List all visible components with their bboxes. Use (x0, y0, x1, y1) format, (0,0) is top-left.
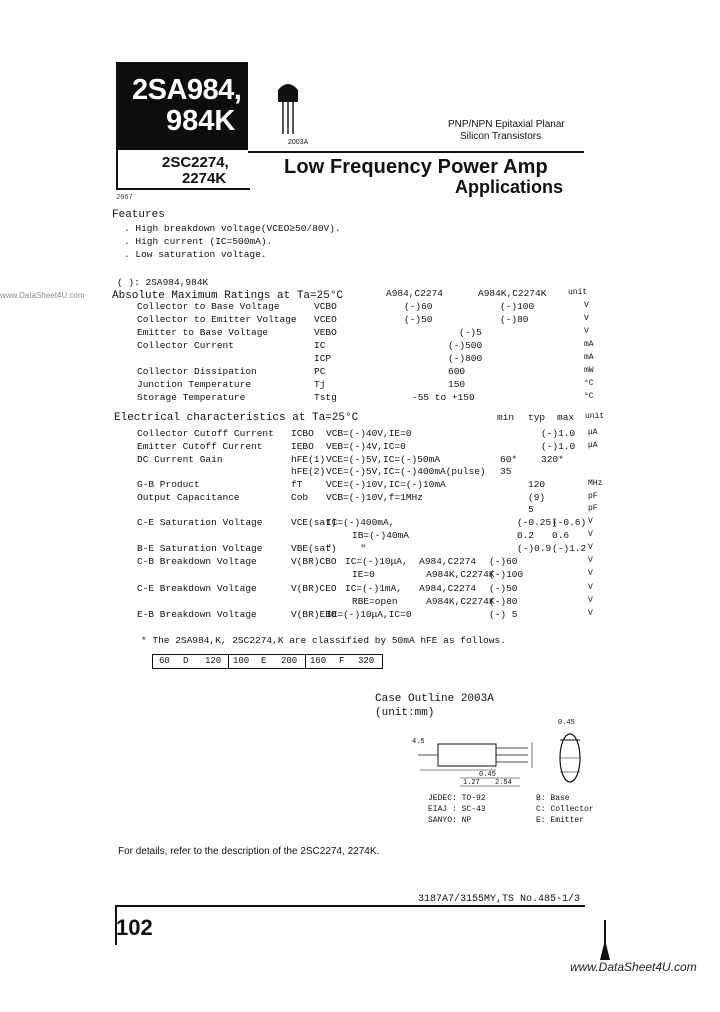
elec-row-typ: 120 (528, 479, 546, 490)
abs-col-b: A984K,C2274K (478, 288, 547, 299)
feature-item: . High current (IC=500mA). (124, 236, 273, 247)
elec-row-condition: VCE=(-)10V,IC=(-)10mA (326, 479, 446, 490)
abs-row-unit: mW (584, 366, 594, 375)
elec-row-symbol: V(BR)CEO (291, 583, 337, 594)
rank-cell-f (306, 655, 381, 668)
part-number-line1: 2SA984, (132, 74, 242, 106)
eiaj-line: EIAJ : SC-43 (428, 805, 486, 814)
pin-base: B: Base (536, 794, 570, 803)
elec-row-condition: IE=0 A984K,C2274K (352, 569, 495, 580)
elec-row-name: Output Capacitance (137, 492, 240, 503)
part-number-line2: 984K (166, 105, 236, 137)
elec-row-condition: VCE=(-)5V,IC=(-)400mA(pulse) (326, 466, 486, 477)
elec-row-name: B-E Saturation Voltage (137, 543, 263, 554)
complement-part-line1: 2SC2274, (162, 154, 229, 171)
footer-rule (115, 905, 585, 907)
rank-value: 100 (233, 656, 250, 666)
elec-row-condition: IB=(-)40mA (352, 530, 410, 541)
abs-row-name: Storage Temperature (137, 392, 246, 403)
feature-item: . High breakdown voltage(VCEO≥50/80V). (124, 223, 341, 234)
dim-label: 4.5 (412, 738, 425, 746)
elec-row-condition: RBE=open A984K,C2274K (352, 596, 495, 607)
elec-row-typ: (-)0.9 (517, 543, 552, 554)
outline-unit: (unit:mm) (375, 707, 435, 719)
elec-row-condition: IC=(-)1mA, A984,C2274 (345, 583, 477, 594)
elec-row-unit: V (588, 517, 593, 526)
abs-row-name: Collector to Emitter Voltage (137, 314, 297, 325)
elec-row-condition: VCB=(-)40V,IE=0 (326, 428, 412, 439)
abs-row-symbol: VCBO (314, 301, 337, 312)
elec-row-symbol: VCE(sat) (291, 517, 337, 528)
abs-max-heading: Absolute Maximum Ratings at Ta=25°C (112, 290, 344, 302)
elec-row-name: C-B Breakdown Voltage (137, 556, 257, 567)
complement-part-line2: 2274K (182, 170, 227, 187)
elec-row-max: (-)1.2 (552, 543, 587, 554)
elec-row-name: C-E Breakdown Voltage (137, 583, 257, 594)
rank-letter: E (261, 656, 267, 666)
classification-note: * The 2SA984,K, 2SC2274,K are classified by 50mA hFE as follows. (141, 635, 506, 646)
elec-row-min: 35 (500, 466, 512, 477)
elec-row-unit: V (588, 569, 593, 578)
elec-row-symbol: V(BR)CBO (291, 556, 337, 567)
elec-row-unit: V (588, 609, 593, 618)
rank-value: 120 (205, 656, 222, 666)
elec-row-min: (-)100 (489, 569, 524, 580)
elec-row-unit: pF (588, 492, 598, 501)
elec-heading: Electrical characteristics at Ta=25°C (114, 412, 359, 424)
dim-label: 0.45 (558, 719, 575, 727)
abs-row-unit: mA (584, 340, 594, 349)
elec-row-unit: MHz (588, 479, 603, 488)
jedec-line: JEDEC: TO-92 (428, 794, 486, 803)
abs-row-value-a: (-)50 (404, 314, 433, 325)
elec-row-max: (-)1.0 (541, 428, 576, 439)
elec-row-max: (-0.6) (552, 517, 587, 528)
small-mark: 2067 (116, 194, 133, 202)
abs-row-symbol: ICP (314, 353, 332, 364)
elec-row-unit: μA (588, 428, 598, 437)
elec-row-unit: V (588, 530, 593, 539)
abs-row-unit: V (584, 327, 589, 336)
elec-row-name: C-E Saturation Voltage (137, 517, 263, 528)
rank-value: 200 (281, 656, 298, 666)
elec-row-condition: " " (326, 543, 366, 554)
watermark-bottom: www.DataSheet4U.com (570, 960, 697, 974)
document-number: 3187A7/3155MY,TS No.485-1/3 (418, 894, 581, 905)
abs-col-unit: unit (568, 288, 588, 297)
elec-row-max: 0.6 (552, 530, 570, 541)
hfe-rank-table (152, 654, 383, 669)
elec-row-symbol: Cob (291, 492, 309, 503)
dim-label: 2.54 (495, 779, 512, 787)
elec-row-min: (-)80 (489, 596, 518, 607)
elec-row-name: DC Current Gain (137, 454, 223, 465)
elec-row-typ: (-0.25) (517, 517, 557, 528)
abs-row-value-a: 600 (448, 366, 466, 377)
abs-row-symbol: VCEO (314, 314, 337, 325)
abs-row-symbol: IC (314, 340, 326, 351)
pin-collector: C: Collector (536, 805, 594, 814)
abs-row-value-b: (-)80 (500, 314, 529, 325)
elec-row-max: 320* (541, 454, 564, 465)
package-tag: 2003A (288, 139, 309, 146)
elec-row-symbol: IEBO (291, 441, 314, 452)
elec-row-name: E-B Breakdown Voltage (137, 609, 257, 620)
elec-row-symbol: fT (291, 479, 303, 490)
type-line2: Silicon Transistors (460, 131, 542, 142)
abs-row-value-a: (-)800 (448, 353, 483, 364)
rank-cell-d (153, 655, 229, 668)
abs-row-value-a: (-)500 (448, 340, 483, 351)
elec-row-min: 60* (500, 454, 518, 465)
elec-row-condition: VCB=(-)10V,f=1MHz (326, 492, 423, 503)
abs-row-value-a: (-)5 (459, 327, 482, 338)
elec-row-name: Collector Cutoff Current (137, 428, 274, 439)
elec-row-min: (-)50 (489, 583, 518, 594)
abs-row-value-b: (-)100 (500, 301, 535, 312)
elec-row-symbol: ICBO (291, 428, 314, 439)
title-line1: Low Frequency Power Amp (284, 156, 548, 178)
abs-row-symbol: VEBO (314, 327, 337, 338)
rank-letter: D (183, 656, 189, 666)
elec-row-condition: VEB=(-)4V,IC=0 (326, 441, 406, 452)
elec-row-unit: V (588, 596, 593, 605)
abs-col-a: A984,C2274 (386, 288, 444, 299)
abs-row-value-a: 150 (448, 379, 466, 390)
elec-row-condition: IC=(-)400mA, (326, 517, 395, 528)
edge-mark (600, 940, 610, 960)
abs-row-name: Collector Current (137, 340, 234, 351)
elec-row-symbol: VBE(sat) (291, 543, 337, 554)
dim-label: 1.27 (463, 779, 480, 787)
elec-row-min: (-)60 (489, 556, 518, 567)
abs-row-name: Emitter to Base Voltage (137, 327, 269, 338)
elec-row-unit: μA (588, 441, 598, 450)
outline-title: Case Outline 2003A (375, 693, 494, 705)
pin-emitter: E: Emitter (536, 816, 585, 825)
elec-row-unit: V (588, 583, 593, 592)
abs-row-unit: V (584, 301, 589, 310)
elec-row-condition: IC=(-)10μA, A984,C2274 (345, 556, 477, 567)
abs-row-unit: °C (584, 392, 594, 401)
rank-letter: F (339, 656, 345, 666)
watermark-left: www.DataSheet4U.com (0, 291, 85, 300)
abs-row-value-a: -55 to +150 (412, 392, 475, 403)
elec-row-unit: V (588, 556, 593, 565)
rank-cell-e (229, 655, 306, 668)
features-heading: Features (112, 209, 165, 221)
paren-note: ( ): 2SA984,984K (117, 277, 209, 288)
elec-row-unit: V (588, 543, 593, 552)
elec-row-name: G-B Product (137, 479, 200, 490)
page-number: 102 (116, 915, 153, 940)
elec-row-unit: pF (588, 504, 598, 513)
feature-item: . Low saturation voltage. (124, 249, 267, 260)
part-number-box (116, 62, 248, 150)
elec-row-symbol: hFE(2) (291, 466, 326, 477)
elec-row-condition: IE=(-)10μA,IC=0 (326, 609, 412, 620)
abs-row-symbol: Tstg (314, 392, 337, 403)
elec-row-symbol: V(BR)EBO (291, 609, 337, 620)
rank-value: 320 (358, 656, 375, 666)
elec-row-min: (-) 5 (489, 609, 518, 620)
abs-row-unit: mA (584, 353, 594, 362)
elec-row-max: (-)1.0 (541, 441, 576, 452)
details-footnote: For details, refer to the description of the 2SC2274, 2274K. (118, 846, 380, 857)
abs-row-symbol: Tj (314, 379, 326, 390)
elec-col-typ: typ (528, 412, 546, 423)
elec-row-typ: 0.2 (517, 530, 535, 541)
elec-row-symbol: hFE(1) (291, 454, 326, 465)
type-line1: PNP/NPN Epitaxial Planar (448, 119, 565, 130)
abs-row-unit: °C (584, 379, 594, 388)
abs-row-symbol: PC (314, 366, 326, 377)
abs-row-name: Collector Dissipation (137, 366, 257, 377)
dim-label: 0.45 (479, 771, 496, 779)
abs-row-name: Junction Temperature (137, 379, 252, 390)
header-rule (248, 151, 584, 153)
sanyo-line: SANYO: NP (428, 816, 472, 825)
elec-col-unit: unit (585, 412, 605, 421)
transistor-package-icon (270, 72, 310, 142)
elec-row-condition: VCE=(-)5V,IC=(-)50mA (326, 454, 441, 465)
elec-col-min: min (497, 412, 515, 423)
elec-row-name: Emitter Cutoff Current (137, 441, 263, 452)
elec-row-typ: 5 (528, 504, 534, 515)
rank-value: 160 (310, 656, 327, 666)
rank-value: 60 (159, 656, 170, 666)
abs-row-unit: V (584, 314, 589, 323)
elec-col-max: max (557, 412, 575, 423)
abs-row-value-a: (-)60 (404, 301, 433, 312)
complementary-part-box (116, 150, 250, 190)
title-line2: Applications (455, 177, 564, 197)
elec-row-typ: (9) (528, 492, 546, 503)
abs-row-name: Collector to Base Voltage (137, 301, 280, 312)
